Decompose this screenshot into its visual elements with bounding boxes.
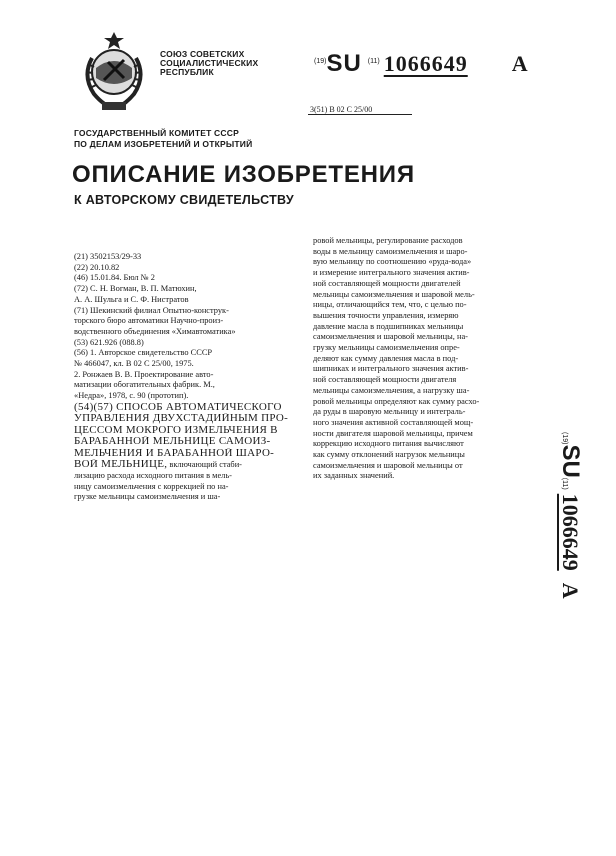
patent-number-block <box>314 50 528 78</box>
biblio-line: водственного объединения «Химавтоматика» <box>74 326 236 336</box>
biblio-line: № 466047, кл. B 02 C 25/00, 1975. <box>74 359 194 369</box>
invention-title-line: МЕЛЬЧЕНИЯ И БАРАБАННОЙ ШАРО- <box>74 447 275 459</box>
invention-title-end: ВОЙ МЕЛЬНИЦЕ, <box>74 459 168 471</box>
side-patent-number-text <box>556 432 584 599</box>
claim-line: грузку мельницы самоизмельчения опре- <box>313 343 460 353</box>
committee-name <box>74 128 252 150</box>
claim-text: включающий стаби- <box>167 460 242 470</box>
claim-line: ницы, отличающийся тем, что, с целью по- <box>313 300 467 310</box>
claim-line: мельницы самоизмельчения и шаровой мель- <box>313 289 475 299</box>
committee-line: ГОСУДАРСТВЕННЫЙ КОМИТЕТ СССР <box>74 128 239 138</box>
claim-line: ной составляющей мощности двигателя <box>313 375 457 385</box>
biblio-line: (53) 621.926 (088.8) <box>74 337 144 347</box>
claim-line: шипниках и интегрального значения актив- <box>313 364 469 374</box>
claim-line: ного значения активной составляющей мощ- <box>313 417 474 427</box>
document-subtitle: К АВТОРСКОМУ СВИДЕТЕЛЬСТВУ <box>74 193 294 207</box>
country-code-tag: (19) <box>314 58 327 65</box>
side-kind-code: A <box>558 582 583 599</box>
claim-line: самоизмельчения и шаровой мельницы от <box>313 460 463 470</box>
side-country-code-tag: (19) <box>561 432 568 445</box>
document-title: ОПИСАНИЕ ИЗОБРЕТЕНИЯ <box>72 161 415 188</box>
claim-line: вышения точности управления, измеряю <box>313 310 459 320</box>
biblio-line: (72) С. Н. Вогман, В. П. Матюхин, <box>74 284 197 294</box>
biblio-line: (21) 3502153/29-33 <box>74 252 142 261</box>
biblio-line: А. А. Шульга и С. Ф. Нистратов <box>74 294 189 304</box>
claim-line: и измерение интегрального значения актив- <box>313 268 470 278</box>
claim-column <box>313 236 541 482</box>
claim-line: воды в мельницу самоизмельчения и шаро- <box>313 246 468 256</box>
bibliographic-column <box>74 252 296 503</box>
claim-line: вую мельницу по соотношению «руда-вода» <box>313 257 472 267</box>
biblio-line: торского бюро автоматики Научно-произ- <box>74 316 224 326</box>
claim-line: коррекцию исходного питания вычисляют <box>313 439 464 449</box>
biblio-line: «Недра», 1978, с. 90 (прототип). <box>74 391 189 401</box>
claim-line: мельницы самоизмельчения, а нагрузку ша- <box>313 385 470 395</box>
claim-line: ровой мельницы определяют как сумму расхо- <box>313 396 480 406</box>
biblio-line: матизации обогатительных фабрик. М., <box>74 380 215 390</box>
state-emblem <box>74 28 154 114</box>
number-tag: (11) <box>367 58 380 65</box>
side-number-tag: (11) <box>561 477 568 490</box>
biblio-line: 2. Ронжаев В. В. Проектирование авто- <box>74 369 214 379</box>
biblio-line: (22) 20.10.82 <box>74 262 120 272</box>
side-country-code: SU <box>557 444 584 478</box>
claim-line: их заданных значений. <box>313 471 395 481</box>
union-name <box>160 50 258 77</box>
kind-code: A <box>511 51 528 76</box>
invention-title-line: ЦЕССОМ МОКРОГО ИЗМЕЛЬЧЕНИЯ В <box>74 424 278 436</box>
claim-line <box>74 459 296 471</box>
claim-line: как сумму отклонений нагрузок мельницы <box>313 450 465 460</box>
claim-line: ной составляющей мощности двигателей <box>313 278 461 288</box>
union-line: РЕСПУБЛИК <box>160 67 214 77</box>
claim-line: ницу самоизмельчения с коррекцией по на- <box>74 481 229 491</box>
claim-line: грузке мельницы самоизмельчения и ша- <box>74 492 221 502</box>
biblio-line: (71) Шекинский филиал Опытно-конструк- <box>74 305 229 315</box>
claim-line: лизацию расхода исходного питания в мель- <box>74 471 232 481</box>
claim-line: деляют как сумму давления масла в под- <box>313 353 459 363</box>
claim-line: ровой мельницы, регулирование расходов <box>313 236 463 245</box>
side-patent-number-value: 1066649 <box>558 493 583 571</box>
side-patent-number <box>544 432 584 672</box>
ipc-classification <box>308 105 412 114</box>
claim-line: самоизмельчения и шаровой мельницы, на- <box>313 332 468 342</box>
union-line: СОЮЗ СОВЕТСКИХ <box>160 49 245 59</box>
ipc-value: 3(51) B 02 C 25/00 <box>308 105 412 115</box>
invention-title-line: (54)(57) СПОСОБ АВТОМАТИЧЕСКОГО <box>74 401 282 413</box>
patent-number: 1066649 <box>383 51 468 76</box>
claim-line: ности двигателя шаровой мельницы, причем <box>313 428 473 438</box>
claim-line: да руды в шаровую мельницу и интеграль- <box>313 407 466 417</box>
committee-line: ПО ДЕЛАМ ИЗОБРЕТЕНИЙ И ОТКРЫТИЙ <box>74 139 253 149</box>
invention-title-line: БАРАБАННОЙ МЕЛЬНИЦЕ САМОИЗ- <box>74 436 271 448</box>
country-code: SU <box>326 50 362 77</box>
biblio-line: (46) 15.01.84. Бюл № 2 <box>74 273 155 283</box>
claim-line: давление масла в подшипниках мельницы <box>313 321 464 331</box>
invention-title-line: УПРАВЛЕНИЯ ДВУХСТАДИЙНЫМ ПРО- <box>74 413 289 425</box>
union-line: СОЦИАЛИСТИЧЕСКИХ <box>160 58 259 68</box>
biblio-line: (56) 1. Авторское свидетельство СССР <box>74 348 213 358</box>
